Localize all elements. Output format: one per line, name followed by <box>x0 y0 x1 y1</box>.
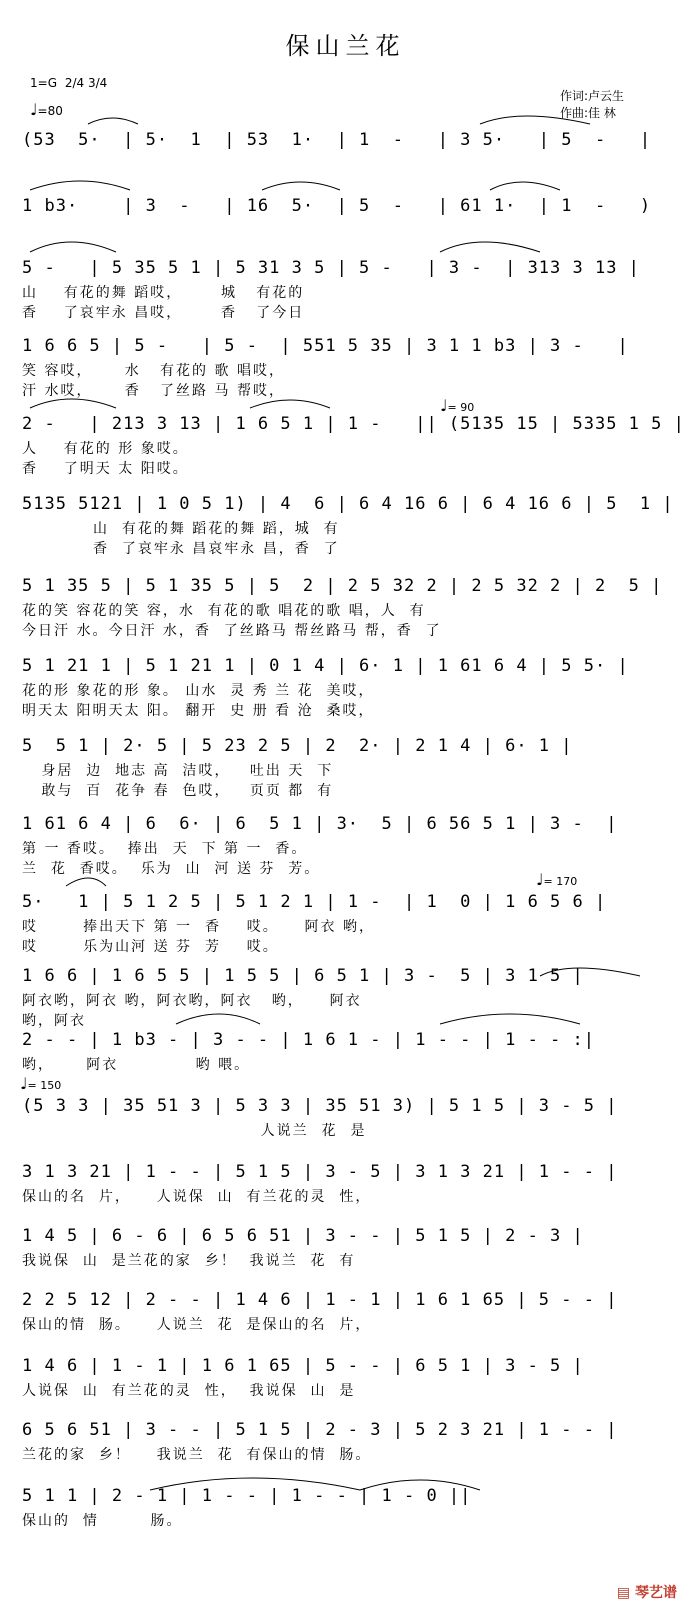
slur-curve <box>440 242 540 252</box>
lyrics-verse-1: 笑 容哎， 水 有花的 歌 唱哎， <box>22 363 285 379</box>
notes-line: 1 b3· | 3 - | 16 5· | 5 - | 61 1· | 1 - ) <box>22 196 652 216</box>
quarter-note-icon: ♩ <box>30 100 38 119</box>
notes-line: 1 6 6 5 | 5 - | 5 - | 551 5 35 | 3 1 1 b3 | 3 - | <box>22 336 629 356</box>
lyrics-verse-1: 花的笑 容花的笑 容，水 有花的歌 唱花的歌 唱，人 有 <box>22 603 426 619</box>
notes-line: (53 5· | 5· 1 | 53 1· | 1 - | 3 5· | 5 - | <box>22 130 652 150</box>
notes-line: 2 - - | 1 b3 - | 3 - - | 1 6 1 - | 1 - - | 1 - - :| <box>22 1030 595 1050</box>
quarter-note-icon: ♩ <box>20 1074 28 1093</box>
lyrics-verse-1: 保山的 情 肠。 <box>22 1513 183 1529</box>
lyrics-verse-1: 保山的情 肠。 人说兰 花 是保山的名 片， <box>22 1317 372 1333</box>
lyrics-verse-2: 今日汗 水。今日汗 水，香 了丝路马 帮丝路马 帮，香 了 <box>22 623 442 639</box>
slur-curve <box>30 181 130 190</box>
lyricist-credit: 作词:卢云生 <box>560 89 625 103</box>
lyrics-verse-2: 哟，阿衣 <box>22 1013 86 1029</box>
lyrics-verse-1: 人说兰 花 是 <box>22 1123 367 1139</box>
lyrics-verse-1: 保山的名 片， 人说保 山 有兰花的灵 性， <box>22 1189 372 1205</box>
lyrics-verse-1: 身居 边 地志 高 洁哎， 吐出 天 下 <box>22 763 334 779</box>
lyrics-verse-2: 兰 花 香哎。 乐为 山 河 送 芬 芳。 <box>22 861 321 877</box>
tempo-change <box>20 1074 61 1093</box>
lyrics-verse-1: 我说保 山 是兰花的家 乡！ 我说兰 花 有 <box>22 1253 356 1269</box>
lyrics-verse-1: 阿衣哟，阿衣 哟，阿衣哟，阿衣 哟， 阿衣 <box>22 993 362 1009</box>
key-signature <box>30 76 107 90</box>
lyrics-verse-1: 人说保 山 有兰花的灵 性， 我说保 山 是 <box>22 1383 356 1399</box>
lyrics-verse-2: 香 了哀牢永 昌哀牢永 昌，香 了 <box>22 541 340 557</box>
lyrics-verse-1: 哎 捧出天下 第 一 香 哎。 阿衣 哟， <box>22 919 376 935</box>
slur-curve <box>490 182 560 190</box>
notes-line: 6 5 6 51 | 3 - - | 5 1 5 | 2 - 3 | 5 2 3 21 | 1 - - | <box>22 1420 618 1440</box>
slur-curve <box>250 400 330 408</box>
tempo-change-value: = 90 <box>447 401 475 414</box>
tempo-value: =80 <box>37 104 63 118</box>
lyrics-verse-1: 山 有花的舞 蹈花的舞 蹈，城 有 <box>22 521 340 537</box>
quarter-note-icon: ♩ <box>440 396 448 415</box>
notes-line: 5· 1 | 5 1 2 5 | 5 1 2 1 | 1 - | 1 0 | 1 6 5 6 | <box>22 892 607 912</box>
slur-curve <box>66 878 106 886</box>
lyrics-verse-1: 第 一 香哎。 捧出 天 下 第 一 香。 <box>22 841 308 857</box>
lyrics-verse-1: 人 有花的 形 象哎。 <box>22 441 189 457</box>
lyrics-verse-1: 兰花的家 乡！ 我说兰 花 有保山的情 肠。 <box>22 1447 372 1463</box>
slur-curve <box>30 399 116 408</box>
notes-line: 5135 5121 | 1 0 5 1) | 4 6 | 6 4 16 6 | 6 4 16 6 | 5 1 | <box>22 494 674 514</box>
lyrics-verse-2: 香 了哀牢永 昌哎， 香 了今日 <box>22 305 305 321</box>
time-signature: 2/4 3/4 <box>64 76 108 90</box>
notes-line: 1 61 6 4 | 6 6· | 6 5 1 | 3· 5 | 6 56 5 1 | 3 - | <box>22 814 618 834</box>
lyrics-verse-2: 汗 水哎， 香 了丝路 马 帮哎， <box>22 383 285 399</box>
notes-line: 5 1 21 1 | 5 1 21 1 | 0 1 4 | 6· 1 | 1 61 6 4 | 5 5· | <box>22 656 629 676</box>
notes-line: (5 3 3 | 35 51 3 | 5 3 3 | 35 51 3) | 5 1 5 | 3 - 5 | <box>22 1096 618 1116</box>
lyrics-verse-1: 哟， 阿衣 哟 喂。 <box>22 1057 251 1073</box>
piano-icon: ▤ <box>616 1585 631 1601</box>
notes-line: 3 1 3 21 | 1 - - | 5 1 5 | 3 - 5 | 3 1 3 21 | 1 - - | <box>22 1162 618 1182</box>
notes-line: 2 2 5 12 | 2 - - | 1 4 6 | 1 - 1 | 1 6 1 65 | 5 - - | <box>22 1290 618 1310</box>
lyrics-verse-1: 花的形 象花的形 象。 山水 灵 秀 兰 花 美哎， <box>22 683 375 699</box>
notes-line: 5 - | 5 35 5 1 | 5 31 3 5 | 5 - | 3 - | 313 3 13 | <box>22 258 640 278</box>
tempo-change-value: = 170 <box>543 875 578 888</box>
notes-line: 1 6 6 | 1 6 5 5 | 1 5 5 | 6 5 1 | 3 - 5 | 3 1 5 | <box>22 966 584 986</box>
tempo-initial <box>30 100 63 119</box>
notes-line: 1 4 6 | 1 - 1 | 1 6 1 65 | 5 - - | 6 5 1 | 3 - 5 | <box>22 1356 584 1376</box>
watermark-logo <box>617 1582 677 1602</box>
key-label: 1=G <box>30 76 57 90</box>
notes-line: 5 5 1 | 2· 5 | 5 23 2 5 | 2 2· | 2 1 4 | 6· 1 | <box>22 736 573 756</box>
composer-credit: 作曲:佳 林 <box>560 106 616 120</box>
slur-curve <box>30 242 116 252</box>
lyrics-verse-2: 香 了明天 太 阳哎。 <box>22 461 189 477</box>
notes-line: 1 4 5 | 6 - 6 | 6 5 6 51 | 3 - - | 5 1 5 | 2 - 3 | <box>22 1226 584 1246</box>
lyrics-verse-2: 敢与 百 花争 春 色哎， 页页 都 有 <box>22 783 334 799</box>
slur-curve <box>88 118 138 124</box>
tempo-change-value: = 150 <box>27 1079 62 1092</box>
notes-line: 5 1 1 | 2 - 1 | 1 - - | 1 - - | 1 - 0 || <box>22 1486 472 1506</box>
page-title: 保山兰花 <box>285 32 406 60</box>
quarter-note-icon: ♩ <box>536 870 544 889</box>
lyrics-verse-2: 哎 乐为山河 送 芬 芳 哎。 <box>22 939 279 955</box>
lyrics-verse-2: 明天太 阳明天太 阳。 翻开 史 册 看 沧 桑哎， <box>22 703 375 719</box>
slur-curve <box>262 182 340 190</box>
notes-line: 2 - | 213 3 13 | 1 6 5 1 | 1 - || (5135 15 | 5335 1 5 | <box>22 414 685 434</box>
lyrics-verse-1: 山 有花的舞 蹈哎， 城 有花的 <box>22 285 305 301</box>
notes-line: 5 1 35 5 | 5 1 35 5 | 5 2 | 2 5 32 2 | 2 5 32 2 | 2 5 | <box>22 576 663 596</box>
watermark-text: 琴艺谱 <box>635 1585 677 1601</box>
